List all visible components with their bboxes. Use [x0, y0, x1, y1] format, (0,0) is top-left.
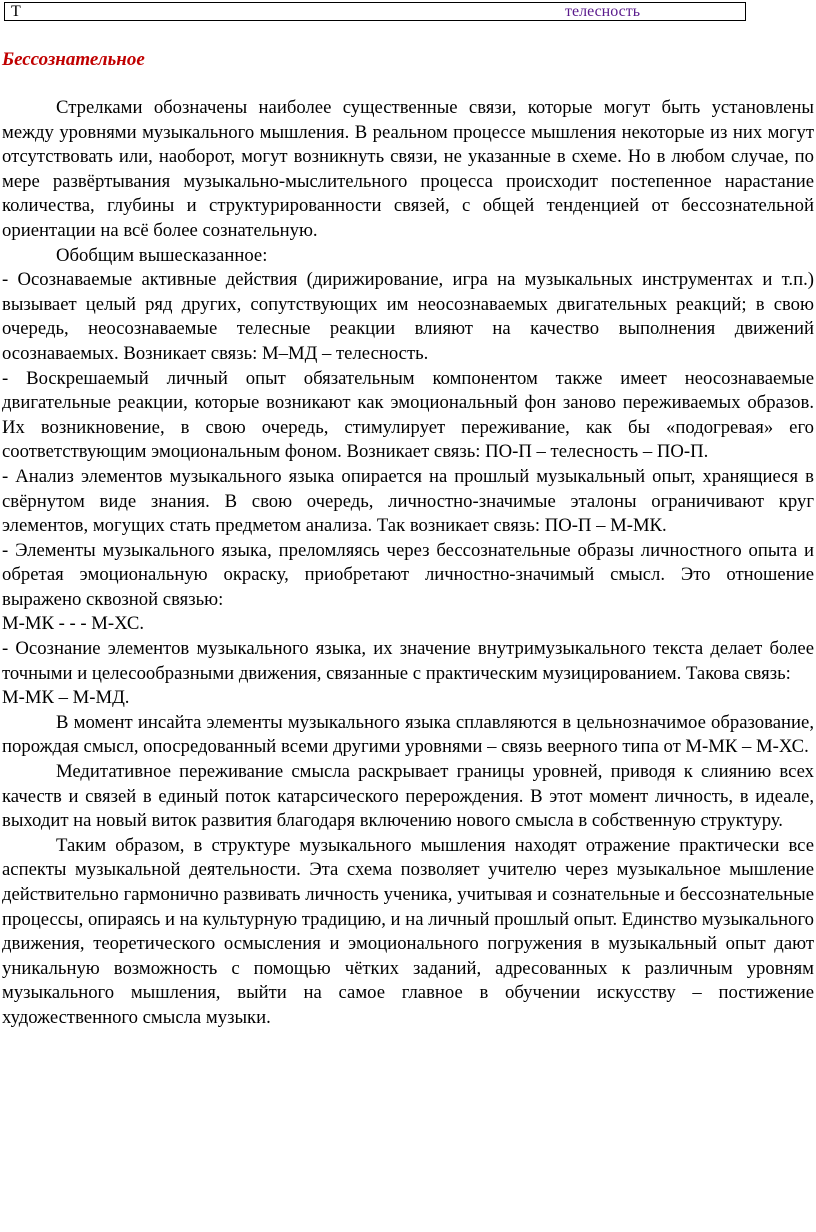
- paragraph-link-mmk-mxs: М-МК - - - М-ХС.: [2, 613, 145, 635]
- paragraph-point-analysis: - Анализ элементов музыкального языка опирается на прошлый музыкальный опыт, хранящиеся в свёрнутом виде знания. В свою очередь, личностно-значимые эталоны ограничивают круг элементов, могущих стать предметом анализа. Так возникает связь: ПО-П – М-МК.: [2, 465, 814, 537]
- paragraph-point-awareness: - Осознание элементов музыкального языка, их значение внутримузыкального текста делает более точными и целесообразными движения, связанные с практическим музицированием. Такова связь:: [2, 638, 814, 684]
- paragraph-link-mmk-mmd: М-МК – М-МД.: [2, 687, 130, 709]
- section-title: Бессознательное: [2, 49, 145, 70]
- body-text: [2, 96, 814, 1031]
- paragraph-meditation: Медитативное переживание смысла раскрывает границы уровней, приводя к слиянию всех качеств и связей в единый поток катарсического перерождения. В этот момент личность, в идеале, выходит на новый виток развития благодаря включению нового смысла в собственную структуру.: [2, 761, 814, 832]
- paragraph-point-meaning: - Элементы музыкального языка, преломляясь через бессознательные образы личностного опыта и обретая эмоциональную окраску, приобретают личностно-значимый смысл. Это отношение выражено сквозной связью:: [2, 539, 814, 610]
- paragraph-summary-lead: Обобщим вышесказанное:: [56, 244, 268, 266]
- paragraph-conclusion: Таким образом, в структуре музыкального мышления находят отражение практически все аспекты музыкальной деятельности. Эта схема позволяет учителю через музыкальное мышление действительно гармонично развивать личность ученика, учитывая и сознательные и бессознательные процессы, опираясь и на культурную традицию, и на личный прошлый опыт. Единство музыкального движения, теоретического осмысления и эмоционального погружения в музыкальный опыт дают уникальную возможность с помощью чётких заданий, адресованных к различным уровням музыкального мышления, выйти на самое главное в обучении искусству – постижение художественного смысла музыки.: [2, 834, 814, 1028]
- header-right-label: телесность: [565, 3, 641, 20]
- paragraph-intro: Стрелками обозначены наиболее существенные связи, которые могут быть установлены между уровнями музыкального мышления. В реальном процессе мышления некоторые из них могут отсутствовать или, наоборот, могут возникнуть связи, не указанные в схеме. Но в любом случае, по мере развёртывания музыкально-мыслительного процесса происходит постепенное нарастание количества, глубины и структурированности связей, с общей тенденцией от бессознательной ориентации на всё более сознательную.: [2, 97, 814, 241]
- paragraph-point-experience: - Воскрешаемый личный опыт обязательным компонентом также имеет неосознаваемые двигательные реакции, которые возникают как эмоциональный фон заново переживаемых образов. Их возникновение, в свою очередь, стимулирует переживание, как бы «подогревая» его соответствующим эмоциональным фоном. Возникает связь: ПО-П – телесность – ПО-П.: [2, 367, 814, 463]
- paragraph-insight: В момент инсайта элементы музыкального языка сплавляются в цельнозначимое образование, порождая смысл, опосредованный всеми другими уровнями – связь веерного типа от М-МК – М-ХС.: [2, 711, 814, 758]
- header-left-label: Т: [11, 3, 21, 20]
- paragraph-point-motor: - Осознаваемые активные действия (дирижирование, игра на музыкальных инструментах и т.п.) вызывает целый ряд других, сопутствующих им неосознаваемых двигательных реакций; в свою очередь, неосознаваемые телесные реакции влияют на качество выполнения движений осознаваемых. Возникает связь: М–МД – телесность.: [2, 269, 814, 364]
- header-table-cell: [4, 2, 746, 21]
